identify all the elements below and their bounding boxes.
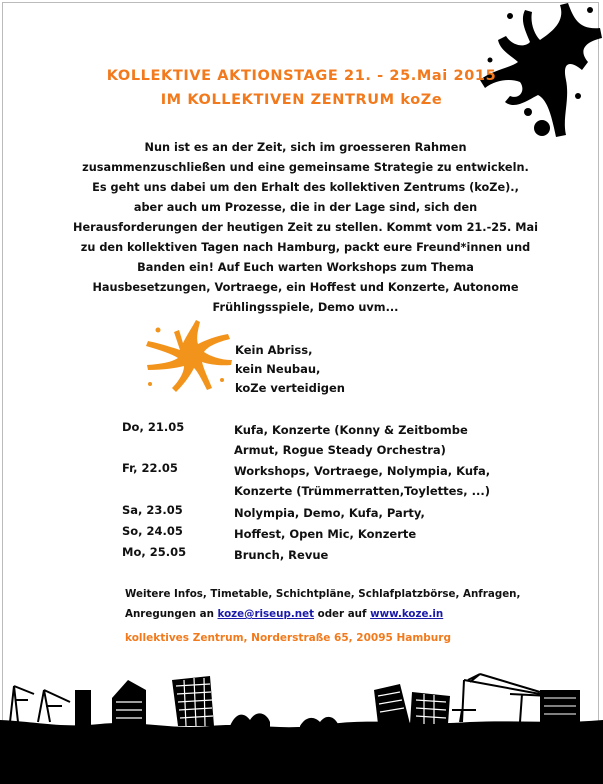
intro-line: zusammenzuschließen und eine gemeinsame Strategie zu entwickeln. <box>82 161 529 174</box>
orange-paint-splat <box>138 318 238 398</box>
slogan-line: koZe verteidigen <box>235 381 345 395</box>
intro-line: Hausbesetzungen, Vortraege, ein Hoffest und Konzerte, Autonome <box>92 281 519 294</box>
schedule-desc-line: Hoffest, Open Mic, Konzerte <box>234 527 417 541</box>
schedule-day: Fr, 22.05 <box>122 461 178 475</box>
intro-line: Banden ein! Auf Euch warten Workshops zum Thema <box>137 261 474 274</box>
schedule-desc <box>234 461 490 501</box>
schedule-day: Mo, 25.05 <box>122 545 187 559</box>
intro-paragraph <box>58 138 553 318</box>
info-text <box>125 584 520 624</box>
schedule-desc-line: Kufa, Konzerte (Konny & Zeitbombe <box>234 423 468 437</box>
slogan <box>235 341 345 398</box>
info-line-2 <box>125 604 520 624</box>
intro-line: Es geht uns dabei um den Erhalt des kollektiven Zentrums (koZe)., <box>92 181 519 194</box>
intro-line: aber auch um Prozesse, die in der Lage sind, sich den <box>133 201 478 214</box>
schedule-desc-line: Brunch, Revue <box>234 548 329 562</box>
schedule-desc <box>234 503 425 523</box>
schedule-day: So, 24.05 <box>122 524 183 538</box>
email-link[interactable]: koze@riseup.net <box>217 608 315 620</box>
schedule-day: Do, 21.05 <box>122 420 185 434</box>
website-link[interactable]: www.koze.in <box>370 608 444 620</box>
schedule-desc <box>234 545 328 565</box>
schedule-desc <box>234 420 468 460</box>
slogan-line: Kein Abriss, <box>235 343 313 357</box>
schedule-desc-line: Konzerte (Trümmerratten,Toylettes, ...) <box>234 484 491 498</box>
schedule-desc-line: Armut, Rogue Steady Orchestra) <box>234 443 446 457</box>
title-line-2: IM KOLLEKTIVEN ZENTRUM koZe <box>160 92 443 108</box>
intro-line: Herausforderungen der heutigen Zeit zu stellen. Kommt vom 21.-25. Mai <box>73 221 538 234</box>
schedule-desc <box>234 524 416 544</box>
slogan-line: kein Neubau, <box>235 362 321 376</box>
intro-line: zu den kollektiven Tagen nach Hamburg, packt eure Freund*innen und <box>80 241 531 254</box>
info-mid: oder auf <box>314 608 371 620</box>
schedule-desc-line: Nolympia, Demo, Kufa, Party, <box>234 506 425 520</box>
info-prefix: Anregungen an <box>125 608 218 620</box>
intro-line: Frühlingsspiele, Demo uvm... <box>212 301 399 314</box>
title-line-1: KOLLEKTIVE AKTIONSTAGE 21. - 25.Mai 2015 <box>106 68 497 84</box>
intro-line: Nun ist es an der Zeit, sich im groesseren Rahmen <box>144 141 467 154</box>
info-line-1: Weitere Infos, Timetable, Schichtpläne, Schlafplatzbörse, Anfragen, <box>125 588 521 600</box>
schedule-day: Sa, 23.05 <box>122 503 183 517</box>
city-skyline-silhouette <box>0 650 603 784</box>
address: kollektives Zentrum, Norderstraße 65, 20095 Hamburg <box>125 632 451 644</box>
schedule-desc-line: Workshops, Vortraege, Nolympia, Kufa, <box>234 464 491 478</box>
